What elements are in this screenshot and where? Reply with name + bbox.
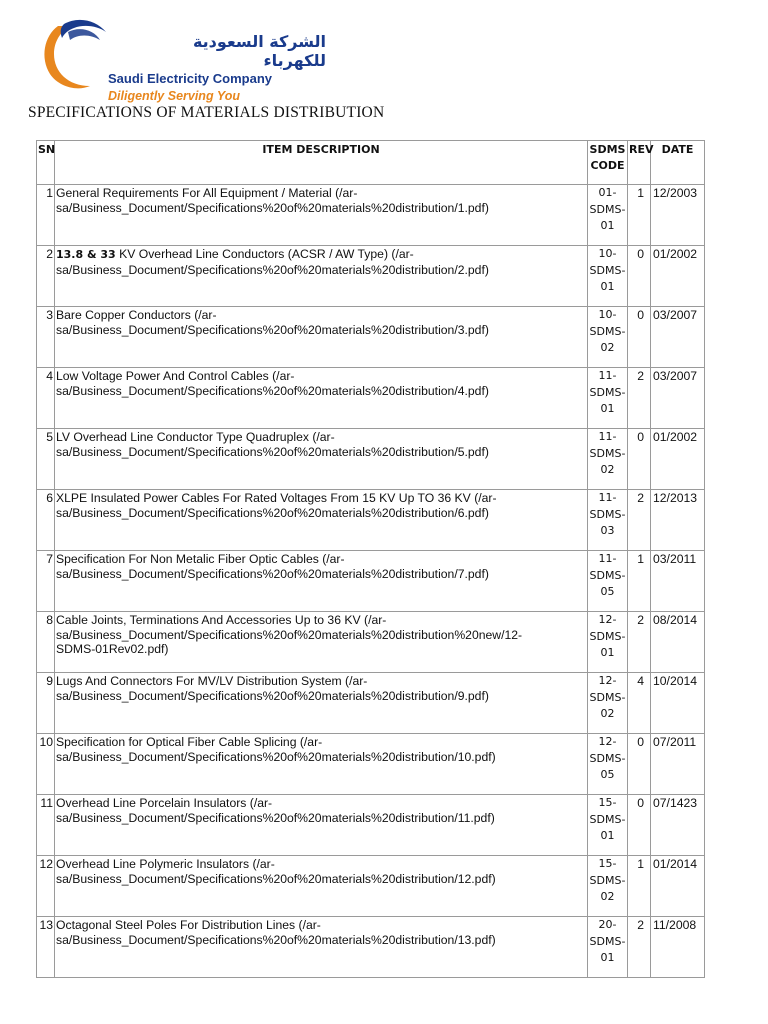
row-description-link[interactable]: Overhead Line Polymeric Insulators (/ar- sa/Business_Document/Specifications%20of%20materials%20distribution/12.pdf) bbox=[56, 857, 496, 886]
row-sdms-code: 11- SDMS- 03 bbox=[588, 490, 628, 551]
table-row bbox=[37, 795, 705, 856]
row-sn: 4 bbox=[37, 368, 55, 429]
row-description bbox=[55, 795, 588, 856]
row-description bbox=[55, 673, 588, 734]
row-sdms-code: 01- SDMS- 01 bbox=[588, 185, 628, 246]
row-rev: 2 bbox=[628, 368, 651, 429]
row-rev: 1 bbox=[628, 185, 651, 246]
row-date: 03/2007 bbox=[651, 307, 705, 368]
logo-swoosh-icon bbox=[38, 14, 118, 94]
row-description bbox=[55, 856, 588, 917]
row-sn: 5 bbox=[37, 429, 55, 490]
table-row bbox=[37, 673, 705, 734]
row-sn: 3 bbox=[37, 307, 55, 368]
document-title: SPECIFICATIONS OF MATERIALS DISTRIBUTION bbox=[28, 104, 385, 121]
company-name-arabic: الشركة السعودية للكهرباء bbox=[192, 32, 326, 70]
table-row bbox=[37, 490, 705, 551]
row-date: 01/2002 bbox=[651, 246, 705, 307]
row-description-link[interactable]: XLPE Insulated Power Cables For Rated Voltages From 15 KV Up TO 36 KV (/ar- sa/Business_Document/Specifications%20of%20materials%20distribution/6.pdf) bbox=[56, 491, 497, 520]
table-row bbox=[37, 307, 705, 368]
row-description-link[interactable]: Octagonal Steel Poles For Distribution Lines (/ar- sa/Business_Document/Specifications%20of%20materials%20distribution/13.pdf) bbox=[56, 918, 496, 947]
row-rev: 0 bbox=[628, 246, 651, 307]
row-description bbox=[55, 551, 588, 612]
row-sn: 1 bbox=[37, 185, 55, 246]
table-header-row bbox=[37, 141, 705, 185]
table-row bbox=[37, 246, 705, 307]
row-sn: 7 bbox=[37, 551, 55, 612]
table-row bbox=[37, 551, 705, 612]
row-sn: 6 bbox=[37, 490, 55, 551]
table-row bbox=[37, 429, 705, 490]
company-logo bbox=[38, 14, 326, 103]
row-description bbox=[55, 429, 588, 490]
row-description bbox=[55, 612, 588, 673]
row-date: 08/2014 bbox=[651, 612, 705, 673]
row-sdms-code: 10- SDMS- 01 bbox=[588, 246, 628, 307]
row-rev: 2 bbox=[628, 917, 651, 978]
row-description-link[interactable]: Overhead Line Porcelain Insulators (/ar- sa/Business_Document/Specifications%20of%20materials%20distribution/11.pdf) bbox=[56, 796, 495, 825]
row-description bbox=[55, 917, 588, 978]
row-date: 03/2007 bbox=[651, 368, 705, 429]
row-description-link[interactable]: Specification For Non Metalic Fiber Optic Cables (/ar- sa/Business_Document/Specifications%20of%20materials%20distribution/7.pdf) bbox=[56, 552, 489, 581]
header-item-description: ITEM DESCRIPTION bbox=[55, 141, 588, 185]
row-date: 01/2002 bbox=[651, 429, 705, 490]
row-sn: 8 bbox=[37, 612, 55, 673]
row-sdms-code: 11- SDMS- 05 bbox=[588, 551, 628, 612]
row-description-link[interactable]: LV Overhead Line Conductor Type Quadruplex (/ar- sa/Business_Document/Specifications%20of%20materials%20distribution/5.pdf) bbox=[56, 430, 489, 459]
row-description-link[interactable]: Lugs And Connectors For MV/LV Distribution System (/ar- sa/Business_Document/Specifications%20of%20materials%20distribution/9.pdf) bbox=[56, 674, 489, 703]
header-rev: REV bbox=[628, 141, 651, 185]
row-date: 01/2014 bbox=[651, 856, 705, 917]
row-description bbox=[55, 734, 588, 795]
row-sdms-code: 10- SDMS- 02 bbox=[588, 307, 628, 368]
row-sn: 9 bbox=[37, 673, 55, 734]
row-rev: 2 bbox=[628, 612, 651, 673]
row-sdms-code: 12- SDMS- 01 bbox=[588, 612, 628, 673]
row-description-bold: 13.8 & 33 bbox=[56, 248, 116, 261]
row-rev: 1 bbox=[628, 856, 651, 917]
row-date: 07/2011 bbox=[651, 734, 705, 795]
row-rev: 2 bbox=[628, 490, 651, 551]
row-sn: 2 bbox=[37, 246, 55, 307]
row-sn: 13 bbox=[37, 917, 55, 978]
row-sn: 10 bbox=[37, 734, 55, 795]
row-sdms-code: 20- SDMS- 01 bbox=[588, 917, 628, 978]
row-description bbox=[55, 368, 588, 429]
row-description-link[interactable]: KV Overhead Line Conductors (ACSR / AW Type) (/ar- sa/Business_Document/Specifications%20of%20materials%20distribution/2.pdf) bbox=[56, 247, 489, 277]
row-date: 07/1423 bbox=[651, 795, 705, 856]
row-sdms-code: 11- SDMS- 02 bbox=[588, 429, 628, 490]
row-rev: 0 bbox=[628, 429, 651, 490]
row-sdms-code: 12- SDMS- 02 bbox=[588, 673, 628, 734]
row-description-link[interactable]: Low Voltage Power And Control Cables (/ar- sa/Business_Document/Specifications%20of%20materials%20distribution/4.pdf) bbox=[56, 369, 489, 398]
row-date: 12/2003 bbox=[651, 185, 705, 246]
row-date: 11/2008 bbox=[651, 917, 705, 978]
table-row bbox=[37, 612, 705, 673]
row-rev: 0 bbox=[628, 734, 651, 795]
row-sdms-code: 11- SDMS- 01 bbox=[588, 368, 628, 429]
row-date: 10/2014 bbox=[651, 673, 705, 734]
row-description bbox=[55, 490, 588, 551]
table-row bbox=[37, 185, 705, 246]
row-description bbox=[55, 185, 588, 246]
row-rev: 0 bbox=[628, 307, 651, 368]
row-sn: 12 bbox=[37, 856, 55, 917]
table-row bbox=[37, 917, 705, 978]
header-sn: SN bbox=[37, 141, 55, 185]
table-row bbox=[37, 368, 705, 429]
row-sdms-code: 15- SDMS- 02 bbox=[588, 856, 628, 917]
company-tagline: Diligently Serving You bbox=[108, 89, 240, 103]
row-description bbox=[55, 307, 588, 368]
row-date: 03/2011 bbox=[651, 551, 705, 612]
row-rev: 0 bbox=[628, 795, 651, 856]
row-rev: 4 bbox=[628, 673, 651, 734]
row-sdms-code: 12- SDMS- 05 bbox=[588, 734, 628, 795]
company-name-english: Saudi Electricity Company bbox=[108, 71, 272, 86]
specifications-table bbox=[36, 140, 705, 978]
table-row bbox=[37, 856, 705, 917]
row-rev: 1 bbox=[628, 551, 651, 612]
row-sn: 11 bbox=[37, 795, 55, 856]
row-description-link[interactable]: Specification for Optical Fiber Cable Splicing (/ar- sa/Business_Document/Specifications%20of%20materials%20distribution/10.pdf) bbox=[56, 735, 496, 764]
row-description bbox=[55, 246, 588, 307]
row-description-link[interactable]: Cable Joints, Terminations And Accessories Up to 36 KV (/ar- sa/Business_Document/Specifications%20of%20materials%20distribution%20new/12- SDMS-01Rev02.pdf) bbox=[56, 613, 523, 656]
header-date: DATE bbox=[651, 141, 705, 185]
row-sdms-code: 15- SDMS- 01 bbox=[588, 795, 628, 856]
row-description-link[interactable]: General Requirements For All Equipment / Material (/ar- sa/Business_Document/Specifications%20of%20materials%20distribution/1.pdf) bbox=[56, 186, 489, 215]
header-sdms-code: SDMS CODE bbox=[588, 141, 628, 185]
row-date: 12/2013 bbox=[651, 490, 705, 551]
table-row bbox=[37, 734, 705, 795]
row-description-link[interactable]: Bare Copper Conductors (/ar- sa/Business_Document/Specifications%20of%20materials%20distribution/3.pdf) bbox=[56, 308, 489, 337]
